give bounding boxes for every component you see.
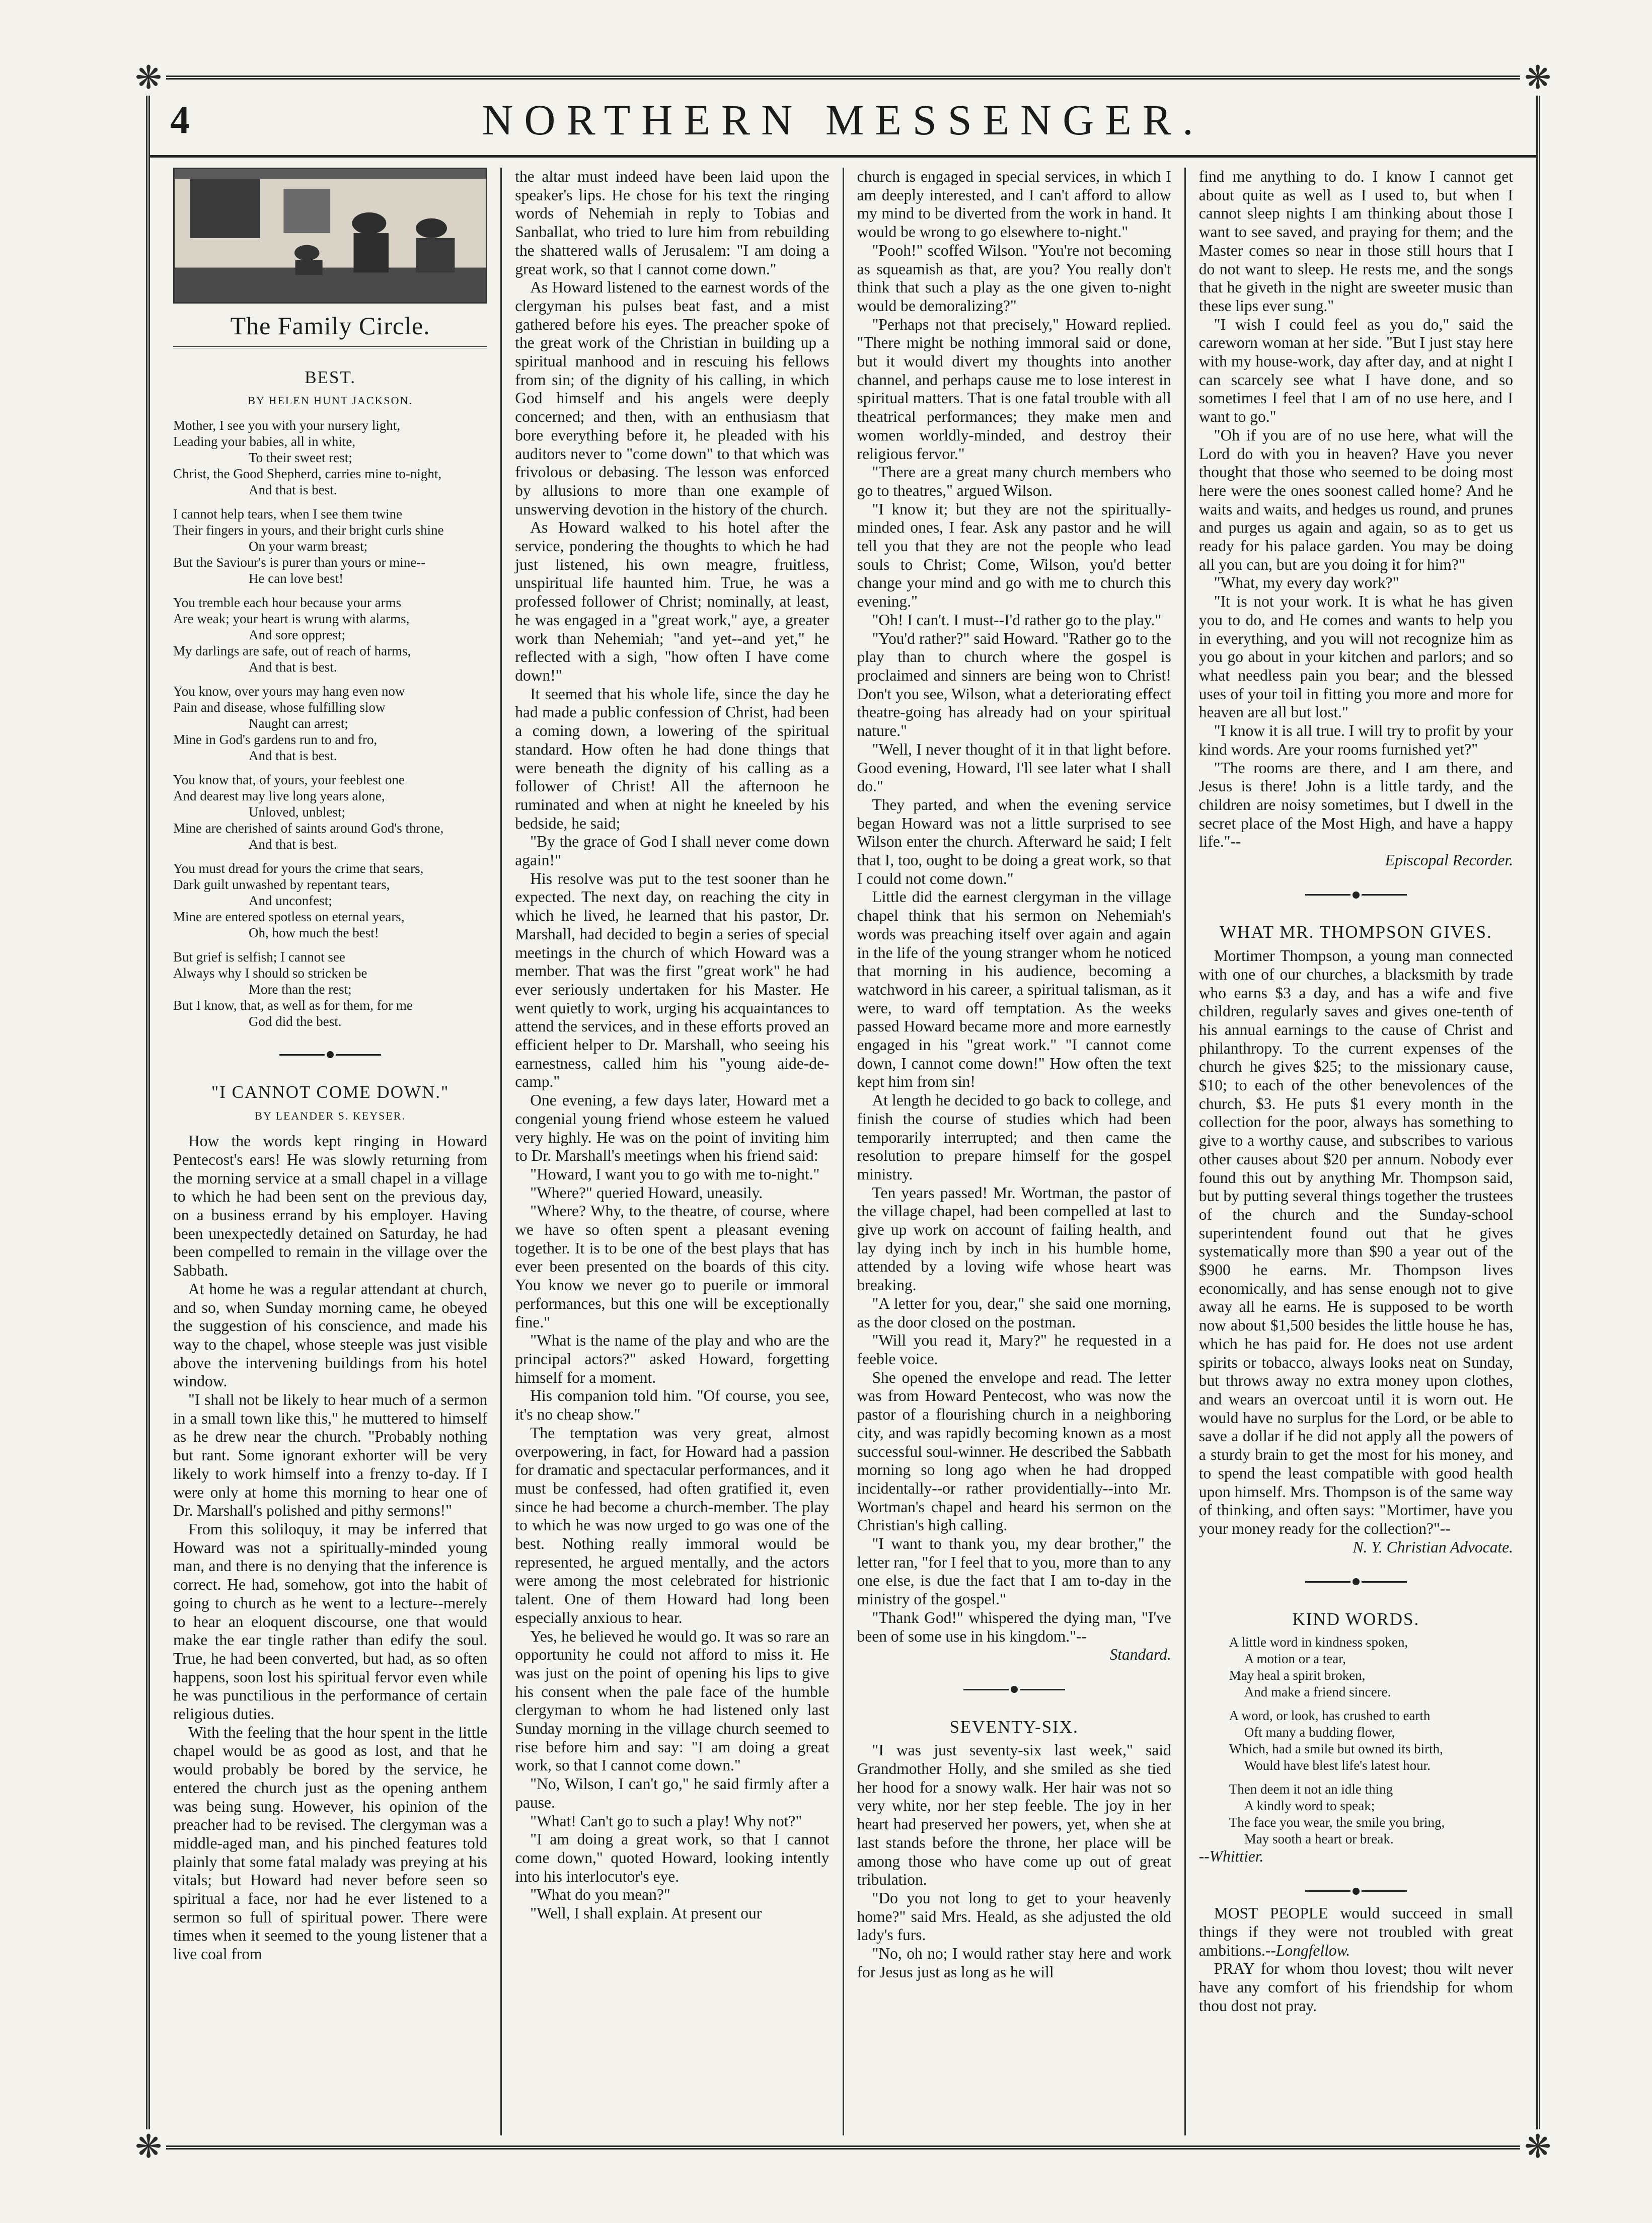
- poem-line: And that is best.: [249, 748, 337, 764]
- kind-words-poem: [1199, 1634, 1513, 1847]
- paragraph: "I shall not be likely to hear much of a sermon in a small town like this," he muttered to himself as he drew near the church. "Probably nothing but rant. Some ignorant exhorter will be very likely to work himself into a frenzy to-day. If I were only at home this morning to hear one of Dr. Marshall's polished and pithy sermons!": [173, 1391, 488, 1520]
- poem-line: A motion or a tear,: [1244, 1651, 1346, 1666]
- poem-stanza: [173, 860, 487, 941]
- thompson-attribution: N. Y. Christian Advocate.: [1353, 1538, 1513, 1556]
- paragraph: "I know it is all true. I will try to profit by your kind words. Are your rooms furnished yet?": [1198, 722, 1513, 758]
- paragraph: "Howard, I want you to go with me to-night.": [530, 1165, 820, 1183]
- story-body-part-3: [857, 168, 1171, 1646]
- paragraph: "I want to thank you, my dear brother," the letter ran, "for I feel that to you, more than to any one else, is due the fact that I am to-day in the ministry of the gospel.": [857, 1535, 1171, 1608]
- quotes: [1199, 1904, 1513, 2015]
- paragraph: "Perhaps not that precisely," Howard replied. "There might be nothing immoral said or done, but it would divert my thoughts into another channel, and perhaps cause me to lose interest in spiritual matters. That is one fatal trouble with all theatrical performances; they make men and women worldly-minded, and destroy their religious fervor.": [857, 315, 1171, 463]
- poem-line: But I know, that, as well as for them, for me: [173, 998, 413, 1013]
- kind-words-title: KIND WORDS.: [1292, 1609, 1420, 1629]
- seventy-six-body: [857, 1741, 1171, 1981]
- separator: [1199, 1881, 1513, 1899]
- poem-line: But the Saviour's is purer than yours or mine--: [173, 555, 426, 570]
- corner-ornament-icon: ❋: [1520, 60, 1555, 96]
- quote: PRAY for whom thou lovest; thou wilt never have any comfort of his friendship for whom thou dost not pray.: [1198, 1960, 1513, 2015]
- separator: [173, 1045, 487, 1063]
- paragraph: "Oh if you are of no use here, what will the Lord do with you in heaven? Have you never thought that those who seemed to be doing most here were the ones soonest called home? And he waits and waits, and hedges us round, and prunes and purges us again and again, so as to get us ready for his palace garden. You may be doing all you can, but are you doing it for him?": [1198, 426, 1513, 573]
- corner-ornament-icon: ❋: [1520, 2129, 1555, 2165]
- poem-line: May heal a spirit broken,: [1229, 1667, 1366, 1683]
- kind-words-attribution: --Whittier.: [1198, 1847, 1264, 1865]
- poem-line: Would have blest life's latest hour.: [1244, 1757, 1431, 1773]
- paragraph: "There are a great many church members who go to theatres," argued Wilson.: [857, 463, 1171, 499]
- poem-line: A word, or look, has crushed to earth: [1229, 1708, 1431, 1723]
- poem-line: Unloved, unblest;: [249, 804, 345, 820]
- paragraph: "I know it; but they are not the spiritually-minded ones, I fear. Ask any pastor and he will tell you that they are not the people who lead souls to Christ; Come, Wilson, you'd better change your mind and go with me to church this evening.": [857, 500, 1171, 611]
- poem-line: I cannot help tears, when I see them twine: [173, 506, 403, 522]
- masthead: NORTHERN MESSENGER.: [482, 96, 1205, 144]
- column-1: [160, 168, 500, 2135]
- thompson-title: WHAT MR. THOMPSON GIVES.: [1220, 922, 1492, 942]
- poem-stanza: [173, 683, 487, 764]
- poem-line: Leading your babies, all in white,: [173, 434, 356, 450]
- poem-line: Oh, how much the best!: [249, 925, 379, 941]
- poem-line: Pain and disease, whose fulfilling slow: [173, 700, 386, 715]
- paragraph: "Will you read it, Mary?" he requested in a feeble voice.: [857, 1331, 1171, 1368]
- poem-stanza: [173, 506, 487, 586]
- poem-line: To their sweet rest;: [249, 450, 352, 466]
- poem-line: And unconfest;: [249, 893, 332, 909]
- paragraph: "Thank God!" whispered the dying man, "I've been of some use in his kingdom."--: [857, 1608, 1171, 1645]
- column-4: [1184, 168, 1526, 2135]
- poem-line: You know that, of yours, your feeblest one: [173, 772, 405, 788]
- poem-line: But grief is selfish; I cannot see: [173, 949, 345, 965]
- poem-title: BEST.: [305, 367, 356, 387]
- paragraph: How the words kept ringing in Howard Pentecost's ears! He was slowly returning from the morning service at a small chapel in a village to which he had been sent on the previous day, on a business errand by his employer. Having been unexpectedly detained on Saturday, he had been compelled to remain in the village over the Sabbath.: [173, 1132, 488, 1280]
- poem-line: Mine are cherished of saints around God's throne,: [173, 821, 444, 836]
- paragraph: "No, oh no; I would rather stay here and work for Jesus just as long as he will: [857, 1945, 1171, 1981]
- poem-line: My darlings are safe, out of reach of harms,: [173, 643, 411, 659]
- story-body-part-1: [173, 1132, 487, 1964]
- quote: MOST PEOPLE would succeed in small things if they were not troubled with great ambitions.--Longfellow.: [1198, 1904, 1513, 1959]
- poem-line: You tremble each hour because your arms: [173, 595, 402, 611]
- page-header: [150, 95, 1536, 150]
- poem-line: And make a friend sincere.: [1244, 1684, 1391, 1699]
- paragraph: Yes, he believed he would go. It was so rare an opportunity he could not afford to miss it. He was just on the point of opening his lips to give his consent when the pale face of the humble clergyman to whom he had listened only last Sunday morning in the village church seemed to rise before him and say: "I am doing a great work, so that I cannot come down.": [515, 1627, 830, 1774]
- paragraph: It seemed that his whole life, since the day he had made a public confession of Christ, had been a coming down, a lowering of the spiritual standard. How often he had done things that were beneath the dignity of his calling as a follower of Christ! All the afternoon he ruminated and when at night he kneeled by his bedside, he said;: [515, 685, 830, 832]
- poem-line: Are weak; your heart is wrung with alarms,: [173, 611, 410, 627]
- paragraph: "Oh! I can't. I must--I'd rather go to the play.": [872, 611, 1162, 629]
- poem-stanza: [173, 772, 487, 852]
- story-byline: BY LEANDER S. KEYSER.: [255, 1109, 406, 1122]
- poem-line: More than the rest;: [249, 982, 352, 997]
- seventy-six-title: SEVENTY-SIX.: [949, 1717, 1079, 1737]
- page-frame: [135, 60, 1551, 2165]
- column-2: [500, 168, 842, 2135]
- paragraph: His companion told him. "Of course, you see, it's no cheap show.": [515, 1387, 830, 1424]
- poem-line: God did the best.: [249, 1014, 342, 1029]
- paragraph: From this soliloquy, it may be inferred that Howard was not a spiritually-minded young man, and there is no denying that the inference is correct. He had, somehow, got into the habit of going to church as he went to a lecture--merely to hear an eloquent discourse, one that would make the ear tingle rather than edify the soul. True, he had been converted, but had, as so often happens, soon lost his spiritual fervor even while he was punctilious in the performance of certain religious duties.: [173, 1520, 488, 1723]
- poem-line: Always why I should so stricken be: [173, 966, 367, 981]
- separator: [857, 1679, 1171, 1698]
- paragraph: "Where?" queried Howard, uneasily.: [530, 1183, 763, 1202]
- column-3: [843, 168, 1184, 2135]
- paragraph: "What! Can't go to such a play! Why not?": [530, 1812, 802, 1830]
- paragraph: "It is not your work. It is what he has given you to do, and He comes and wants to help you in everything, and you will not recognize him as you go about in your kitchen and parlors; and so what needless pain you bear; and the blessed uses of your toil in fitting you more and more for heaven are all but lost.": [1198, 592, 1513, 721]
- poem-line: Dark guilt unwashed by repentant tears,: [173, 877, 390, 893]
- poem-stanza: [173, 949, 487, 1029]
- poem-line: Mine are entered spotless on eternal years,: [173, 909, 405, 925]
- poem-stanza: [173, 595, 487, 675]
- thompson-body: [1199, 947, 1513, 1538]
- poem-line: You know, over yours may hang even now: [173, 684, 405, 699]
- paragraph: "Do you not long to get to your heavenly home?" said Mrs. Heald, as she adjusted the old lady's furs.: [857, 1889, 1171, 1944]
- paragraph: Ten years passed! Mr. Wortman, the pastor of the village chapel, had been compelled at last to give up work on account of failing health, and lay dying inch by inch in his humble home, attended by a loving wife whose heart was breaking.: [857, 1183, 1171, 1294]
- poem-line: And sore opprest;: [249, 627, 345, 643]
- poem-line: Christ, the Good Shepherd, carries mine to-night,: [173, 466, 442, 482]
- paragraph: Mortimer Thompson, a young man connected with one of our churches, a blacksmith by trade who earns $3 a day, and has a wife and five children, regularly saves and gives one-tenth of his annual earnings to the cause of Christ and philanthropy. To the current expenses of the church he gives $25; to the missionary cause, $10; to each of the other benevolences of the church, $3. He puts $1 every month in the collection for the poor, always has something to give to a worthy cause, and subscribes to various other causes about $20 per annum. Nobody ever found this out by anything Mr. Thompson said, but by putting several things together the trustees of the church and the Sunday-school superintendent found out that he gives systematically more than $90 a year out of the $900 he earns. Mr. Thompson lives economically, and has sense enough not to give away all he earns. He is supposed to be worth now about $1,500 besides the little house he has, which he has paid for. He does not use ardent spirits or tobacco, always looks neat on Sunday, but throws away no extra money upon clothes, and wears an overcoat until it is worn out. He would have no surplus for the Lord, or be able to save a dollar if he did not apply all the powers of a sturdy brain to get the most for his money, and to spend the least compatible with good health upon himself. Mrs. Thompson is of the same way of thinking, and often says: "Mortimer, have you your money ready for the collection?"--: [1198, 947, 1513, 1537]
- paragraph: "A letter for you, dear," she said one morning, as the door closed on the postman.: [857, 1294, 1171, 1331]
- paragraph: At home he was a regular attendant at church, and so, when Sunday morning came, he obeyed the suggestion of his conscience, and made his way to the chapel, whose steeple was just visible above the intervening buildings from his hotel window.: [173, 1280, 488, 1390]
- poem-line: A little word in kindness spoken,: [1229, 1634, 1408, 1650]
- paragraph: "What, my every day work?": [1214, 574, 1399, 592]
- poem-line: [1199, 1700, 1513, 1708]
- paragraph: As Howard walked to his hotel after the service, pondering the thoughts to which he had just listened, his own meagre, fruitless, unspiritual life haunted him. True, he was a professed follower of Christ; nominally, at least, he was engaged in a "great work," aye, a greater work than Nehemiah; "and yet--and yet," he reflected with a sigh, "how often I have come down!": [515, 518, 830, 684]
- paragraph: "Well, I shall explain. At present our: [530, 1904, 762, 1922]
- poem-line: Which, had a smile but owned its birth,: [1229, 1741, 1443, 1756]
- paragraph: "What do you mean?": [530, 1886, 670, 1904]
- paragraph: the altar must indeed have been laid upon the speaker's lips. He chose for his text the ringing words of Nehemiah in reply to Tobias and Sanballat, who tried to lure him from rebuilding the shattered walls of Jerusalem: "I am doing a great work, so that I cannot come down.": [515, 168, 830, 278]
- page-number: 4: [170, 98, 190, 141]
- poem-line: Mine in God's gardens run to and fro,: [173, 732, 378, 748]
- paragraph: "I was just seventy-six last week," said Grandmother Holly, and she smiled as she tied her hood for a snowy walk. Her hair was not so very white, nor her step feeble. The joy in her heart had preserved her powers, yet, when she at last stands before the throne, her place will be among those who have come up out of great tribulation.: [857, 1741, 1171, 1889]
- paragraph: "Pooh!" scoffed Wilson. "You're not becoming as squeamish as that, are you? You really don't think that such a play as the one given to-night would be demoralizing?": [857, 241, 1171, 315]
- paragraph: Little did the earnest clergyman in the village chapel think that his sermon on Nehemiah's words was preaching itself over again and again in the life of the young stranger whom he noticed that morning in his audience, becoming a watchword in his career, a spiritual talisman, as it were, to ward off temptation. As the weeks passed Howard became more and more earnestly engaged in his "great work." "I cannot come down, I cannot come down!" How often the text kept him from sin!: [857, 888, 1171, 1091]
- paragraph: find me anything to do. I know I cannot get about quite as well as I used to, but when I cannot sleep nights I am thinking about those I want to see saved, and praying for them; and the Master comes so near in those still hours that I do not want to sleep. He rests me, and the songs that he giveth in the night are sweeter music than these lips ever sung.": [1198, 168, 1513, 315]
- poem-line: Naught can arrest;: [249, 716, 348, 731]
- paragraph: "Where? Why, to the theatre, of course, where we have so often spent a pleasant evening together. It is to be one of the best plays that has ever been presented on the boards of this city. You know we never go to puerile or immoral performances, but this one will be exceptionally fine.": [515, 1202, 830, 1331]
- paragraph: "No, Wilson, I can't go," he said firmly after a pause.: [515, 1775, 830, 1811]
- paragraph: "What is the name of the play and who are the principal actors?" asked Howard, forgetting himself for a moment.: [515, 1331, 830, 1386]
- paragraph: "Well, I never thought of it in that light before. Good evening, Howard, I'll see later what I shall do.": [857, 740, 1171, 795]
- poem-best: [173, 417, 487, 1029]
- family-scene-engraving-icon: [173, 168, 487, 304]
- paragraph: "You'd rather?" said Howard. "Rather go to the play than to church where the gospel is proclaimed and sinners are being won to Christ! Don't you see, Wilson, what a deteriorating effect theatre-going has already had on your spiritual nature.": [857, 629, 1171, 740]
- seventy-six-attribution: Episcopal Recorder.: [1385, 851, 1513, 869]
- seventy-six-body-continued: [1199, 168, 1513, 851]
- corner-ornament-icon: ❋: [131, 2129, 166, 2165]
- section-title: The Family Circle.: [173, 317, 487, 348]
- paragraph: His resolve was put to the test sooner than he expected. The next day, on reaching the city in which he lived, he learned that his pastor, Dr. Marshall, had decided to begin a series of special meetings in the church of which Howard was a member. That was the first "great work" he had ever seriously undertaken for his Master. He went quietly to work, urging his acquaintances to attend the services, and in these efforts proved an efficient helper to Dr. Marshall, who seeing his earnestness, called him his "young aide-de-camp.": [515, 869, 830, 1091]
- story-title: "I CANNOT COME DOWN.": [211, 1082, 449, 1102]
- separator: [1199, 1572, 1513, 1590]
- paragraph: They parted, and when the evening service began Howard was not a little surprised to see Wilson enter the church. Afterward he said; I felt that I, too, ought to be doing a great work, so that I could not come down.": [857, 795, 1171, 887]
- poem-stanza: [173, 417, 487, 498]
- poem-line: Then deem it not an idle thing: [1229, 1781, 1393, 1797]
- poem-line: You must dread for yours the crime that sears,: [173, 861, 424, 876]
- paragraph: As Howard listened to the earnest words of the clergyman his pulses beat fast, and a mist gathered before his eyes. The preacher spoke of the great work of the Christian in building up a spiritual manhood and in rescuing his fellows from sin; of the dignity of his calling, in which God himself and his angels were deeply concerned; and then, with an enthusiasm that bore everything before it, he pleaded with his auditors never to "come down" to that which was frivolous or debasing. The lesson was enforced by allusions to more than one example of unswerving devotion in the history of the church.: [515, 278, 830, 518]
- paragraph: With the feeling that the hour spent in the little chapel would be as good as lost, and that he would probably be bored by the service, he entered the church just as the opening anthem was being sung. However, his opinion of the preacher had to be revised. The clergyman was a middle-aged man, and his pinched features told plainly that some fatal malady was preying at his vitals; but Howard had never before seen so spiritual a face, nor had he ever listened to a sermon so full of spiritual power. There were times when it seemed to the young listener that a live coal from: [173, 1723, 488, 1963]
- header-rule: [150, 155, 1536, 158]
- poem-line: May sooth a heart or break.: [1244, 1831, 1394, 1846]
- poem-line: [1199, 1774, 1513, 1781]
- paragraph: At length he decided to go back to college, and finish the course of studies which had been temporarily interrupted; and then came the resolution to prepare himself for the gospel ministry.: [857, 1091, 1171, 1183]
- poem-byline: BY HELEN HUNT JACKSON.: [248, 394, 413, 407]
- poem-line: Mother, I see you with your nursery light,: [173, 418, 401, 433]
- poem-line: And that is best.: [249, 837, 337, 852]
- paragraph: She opened the envelope and read. The letter was from Howard Pentecost, who was now the pastor of a flourishing church in a neighboring city, and was rapidly becoming known as a most successful soul-winner. He described the Sabbath morning so long ago when he had dropped incidentally--or rather providentially--into Mr. Wortman's chapel and heard his sermon on the Christian's high calling.: [857, 1368, 1171, 1534]
- poem-line: A kindly word to speak;: [1244, 1798, 1375, 1813]
- poem-line: On your warm breast;: [249, 539, 368, 554]
- paragraph: One evening, a few days later, Howard met a congenial young friend whose esteem he valued very highly. He was on the point of inviting him to Dr. Marshall's meetings when his friend said:: [515, 1091, 830, 1165]
- columns: [160, 168, 1526, 2135]
- poem-line: And that is best.: [249, 482, 337, 498]
- story-body-part-2: [515, 168, 829, 1923]
- poem-line: And that is best.: [249, 659, 337, 675]
- poem-line: He can love best!: [249, 571, 344, 586]
- story-attribution: Standard.: [1109, 1646, 1171, 1664]
- paragraph: "I wish I could feel as you do," said the careworn woman at her side. "But I just stay here with my house-work, day after day, and at night I can scarcely see what I have done, and so sometimes I feel that I am of no use here, and I want to go.": [1198, 315, 1513, 426]
- paragraph: "I am doing a great work, so that I cannot come down," quoted Howard, looking intently into his interlocutor's eye.: [515, 1830, 830, 1885]
- poem-line: And dearest may live long years alone,: [173, 788, 385, 804]
- poem-line: Oft many a budding flower,: [1244, 1724, 1395, 1740]
- poem-line: Their fingers in yours, and their bright curls shine: [173, 523, 444, 538]
- paragraph: The temptation was very great, almost overpowering, in fact, for Howard had a passion for dramatic and spectacular performances, and it must be confessed, had often gratified it, even since he had become a church-member. The play to which he was now urged to go was one of the best. Nothing really immoral would be represented, he argued mentally, and the actors were among the most celebrated for histrionic talent. One of them Howard had long been especially anxious to hear.: [515, 1424, 830, 1626]
- paragraph: "The rooms are there, and I am there, and Jesus is there! John is a little tardy, and the children are noisy sometimes, but I dwell in the secret place of the Most High, and have a happy life."--: [1198, 759, 1513, 851]
- paragraph: church is engaged in special services, in which I am deeply interested, and I can't afford to allow my mind to be diverted from the work in hand. It would be wrong to go elsewhere to-night.": [857, 168, 1171, 241]
- paragraph: "By the grace of God I shall never come down again!": [515, 833, 830, 869]
- separator: [1199, 885, 1513, 904]
- corner-ornament-icon: ❋: [131, 60, 166, 96]
- poem-line: The face you wear, the smile you bring,: [1229, 1814, 1445, 1830]
